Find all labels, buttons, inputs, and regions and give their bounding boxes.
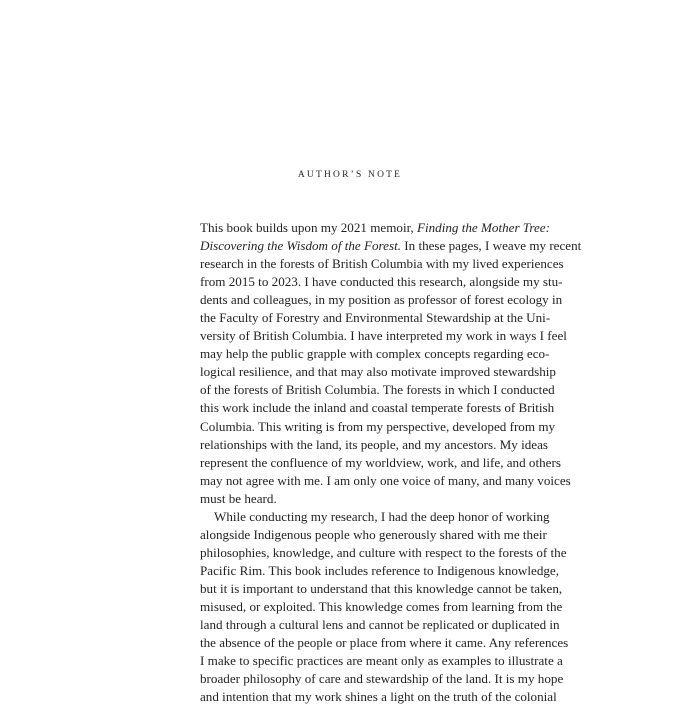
text-line: [200, 544, 567, 562]
paragraph: [200, 219, 582, 508]
italic-title: Finding the Mother Tree:: [416, 220, 550, 235]
text-segment: from 2015 to 2023. I have conducted this research, alongside my stu-: [200, 274, 563, 290]
text-line: [200, 526, 547, 544]
text-line: [200, 562, 560, 580]
text-segment: This book builds upon my 2021 memoir,: [200, 220, 417, 235]
text-segment: logical resilience, and that may also motivate improved stewardship: [200, 364, 556, 380]
text-line: [200, 652, 563, 670]
text-segment: versity of British Columbia. I have interpreted my work in ways I feel: [200, 328, 567, 344]
text-segment: may not agree with me. I am only one voice of many, and many voices: [200, 472, 571, 488]
paragraph: [200, 508, 569, 706]
text-line: [200, 363, 556, 381]
text-line: [200, 490, 518, 508]
text-segment: research in the forests of British Columbia with my lived experiences: [200, 256, 564, 272]
text-segment: of the forests of British Columbia. The forests in which I conducted: [200, 382, 555, 398]
text-line: [200, 237, 582, 255]
text-segment: Columbia. This writing is from my perspective, developed from my: [200, 418, 556, 434]
body-text: [200, 219, 582, 706]
text-segment: may help the public grapple with complex concepts regarding eco-: [200, 346, 550, 362]
text-line: [200, 309, 551, 327]
text-line: [200, 598, 563, 616]
text-line: [200, 508, 550, 526]
text-segment: and intention that my work shines a light on the truth of the colonial: [200, 689, 557, 705]
text-segment: broader philosophy of care and stewardship of the land. It is my hope: [200, 671, 564, 687]
text-line: [200, 616, 560, 634]
text-line: [200, 688, 557, 706]
text-line: [200, 399, 555, 417]
text-line: [200, 418, 556, 436]
text-line: [200, 580, 563, 598]
text-line: [200, 273, 563, 291]
text-segment: I make to specific practices are meant only as examples to illustrate a: [200, 653, 563, 669]
text-segment: this work include the inland and coastal temperate forests of British: [200, 400, 555, 416]
text-line: [200, 327, 567, 345]
text-line: [200, 634, 569, 652]
text-segment: misused, or exploited. This knowledge comes from learning from the: [200, 598, 563, 614]
text-segment: the Faculty of Forestry and Environmental Stewardship at the Uni-: [200, 310, 551, 326]
page-heading: AUTHOR’S NOTE: [297, 170, 403, 180]
text-segment: dents and colleagues, in my position as professor of forest ecology in: [200, 292, 563, 308]
text-line: [200, 345, 550, 363]
text-segment: the absence of the people or place from where it came. Any references: [200, 635, 569, 651]
text-segment: land through a cultural lens and cannot be replicated or duplicated in: [200, 617, 560, 633]
text-segment: relationships with the land, its people, and my ancestors. My ideas: [200, 436, 549, 452]
text-segment: represent the confluence of my worldview, work, and life, and others: [200, 454, 561, 470]
italic-title: Discovering the Wisdom of the Forest.: [200, 238, 401, 254]
text-segment: but it is important to understand that this knowledge cannot be taken,: [200, 580, 563, 596]
text-segment: must be heard.: [200, 490, 277, 506]
text-line: [200, 291, 563, 309]
text-line: [200, 381, 555, 399]
text-segment: While conducting my research, I had the deep honor of working: [214, 508, 550, 524]
text-line: [200, 670, 564, 688]
text-line: [200, 255, 564, 273]
text-segment: philosophies, knowledge, and culture with respect to the forests of the: [200, 544, 567, 560]
text-segment: alongside Indigenous people who generously shared with me their: [200, 526, 547, 542]
text-line: [200, 472, 571, 490]
text-segment: Pacific Rim. This book includes reference to Indigenous knowledge,: [200, 562, 560, 578]
text-line: [200, 219, 550, 237]
text-segment: In these pages, I weave my recent: [400, 238, 582, 254]
text-line: [200, 454, 561, 472]
text-line: [200, 436, 549, 454]
